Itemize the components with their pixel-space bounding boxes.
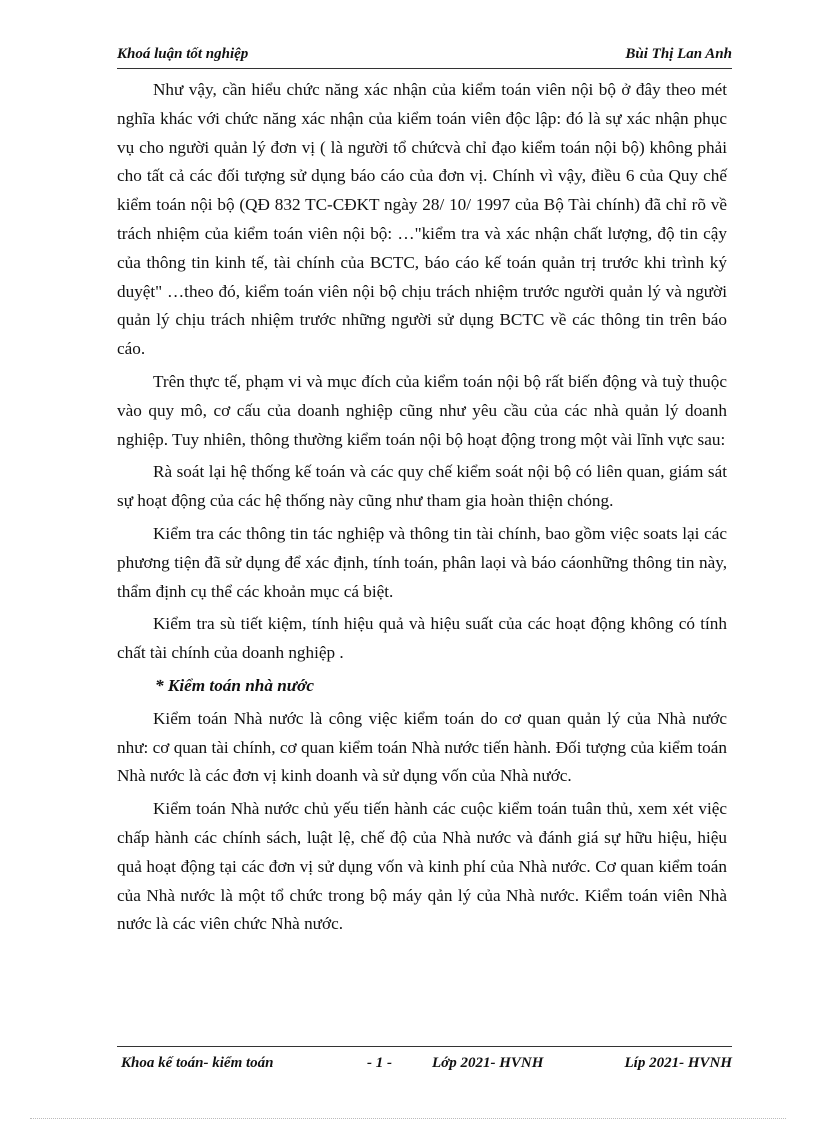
page-bottom-edge bbox=[30, 1118, 786, 1119]
paragraph-review-systems: Rà soát lại hệ thống kế toán và các quy chế kiểm soát nội bộ có liên quan, giám sát sự hoạt động của các hệ thống này cũng như tham gia hoàn thiện chóng. bbox=[117, 462, 727, 511]
footer-page-number: - 1 - bbox=[367, 1055, 392, 1071]
footer-class-alt: Líp 2021- HVNH bbox=[624, 1055, 732, 1071]
header-divider bbox=[117, 68, 732, 69]
page-header bbox=[117, 46, 732, 70]
footer-department: Khoa kế toán- kiểm toán bbox=[121, 1055, 274, 1071]
paragraph-check-information: Kiểm tra các thông tin tác nghiệp và thông tin tài chính, bao gồm việc soats lại các phương tiện đã sử dụng để xác định, tính toán, phân laọi và báo cáonhững thông tin này, thẩm định cụ thể các khoản mục cá biệt. bbox=[117, 523, 727, 601]
page-body bbox=[117, 76, 727, 943]
page-footer bbox=[117, 1055, 732, 1077]
paragraph-internal-audit-scope: Trên thực tế, phạm vi và mục đích của kiểm toán nội bộ rất biến động và tuỳ thuộc vào quy mô, cơ cấu của doanh nghiệp cũng như yêu cầu của các nhà quản lý doanh nghiệp. Tuy nhiên, thông thường kiểm toán nội bộ hoạt động trong một vài lĩnh vực sau: bbox=[117, 371, 727, 449]
paragraph-internal-audit-confirmation: Như vậy, cần hiểu chức năng xác nhận của kiểm toán viên nội bộ ở đây theo mét nghĩa khác với chức năng xác nhận của kiểm toán viên độc lập: đó là sự xác nhận phục vụ cho người quản lý đơn vị ( là người tổ chứcvà chỉ đạo kiểm toán nội bộ) không phải cho tất cả các đối tượng sử dụng báo cáo của đơn vị. Chính vì vậy, điều 6 của Quy chế kiểm toán nội bộ (QĐ 832 TC-CĐKT ngày 28/ 10/ 1997 của Bộ Tài chính) đã chỉ rõ về trách nhiệm của kiểm toán viên nội bộ: …"kiểm tra và xác nhận chất lượng, độ tin cậy của thông tin kinh tế, tài chính của BCTC, báo cáo kế toán quản trị trước khi trình ký duyệt" …theo đó, kiểm toán viên nội bộ chịu trách nhiệm trước người quản lý và người quản lý chịu trách nhiệm trước những người sử dụng BCTC về các thông tin trên báo cáo. bbox=[117, 80, 727, 359]
paragraph-state-audit-definition: Kiểm toán Nhà nước là công việc kiểm toán do cơ quan quản lý của Nhà nước như: cơ quan tài chính, cơ quan kiểm toán Nhà nước tiến hành. Đối tượng của kiểm toán Nhà nước là các đơn vị kinh doanh và sử dụng vốn của Nhà nước. bbox=[117, 708, 727, 786]
header-thesis-title: Khoá luận tốt nghiệp bbox=[117, 46, 249, 62]
footer-divider bbox=[117, 1046, 732, 1047]
section-heading-state-audit: * Kiểm toán nhà nước bbox=[155, 675, 314, 695]
paragraph-state-audit-activities: Kiểm toán Nhà nước chủ yếu tiến hành các cuộc kiểm toán tuân thủ, xem xét việc chấp hành các chính sách, luật lệ, chế độ của Nhà nước và đánh giá sự hữu hiệu, hiệu quả hoạt động tại các đơn vị sử dụng vốn và kinh phí của Nhà nước. Cơ quan kiểm toán của Nhà nước là một tổ chức trong bộ máy qản lý của Nhà nước. Kiểm toán viên Nhà nước là các viên chức Nhà nước. bbox=[117, 799, 727, 934]
paragraph-check-efficiency: Kiểm tra sù tiết kiệm, tính hiệu quả và hiệu suất của các hoạt động không có tính chất tài chính của doanh nghiệp . bbox=[117, 614, 727, 663]
footer-class: Lớp 2021- HVNH bbox=[432, 1055, 544, 1071]
header-author-name: Bùi Thị Lan Anh bbox=[625, 46, 732, 62]
